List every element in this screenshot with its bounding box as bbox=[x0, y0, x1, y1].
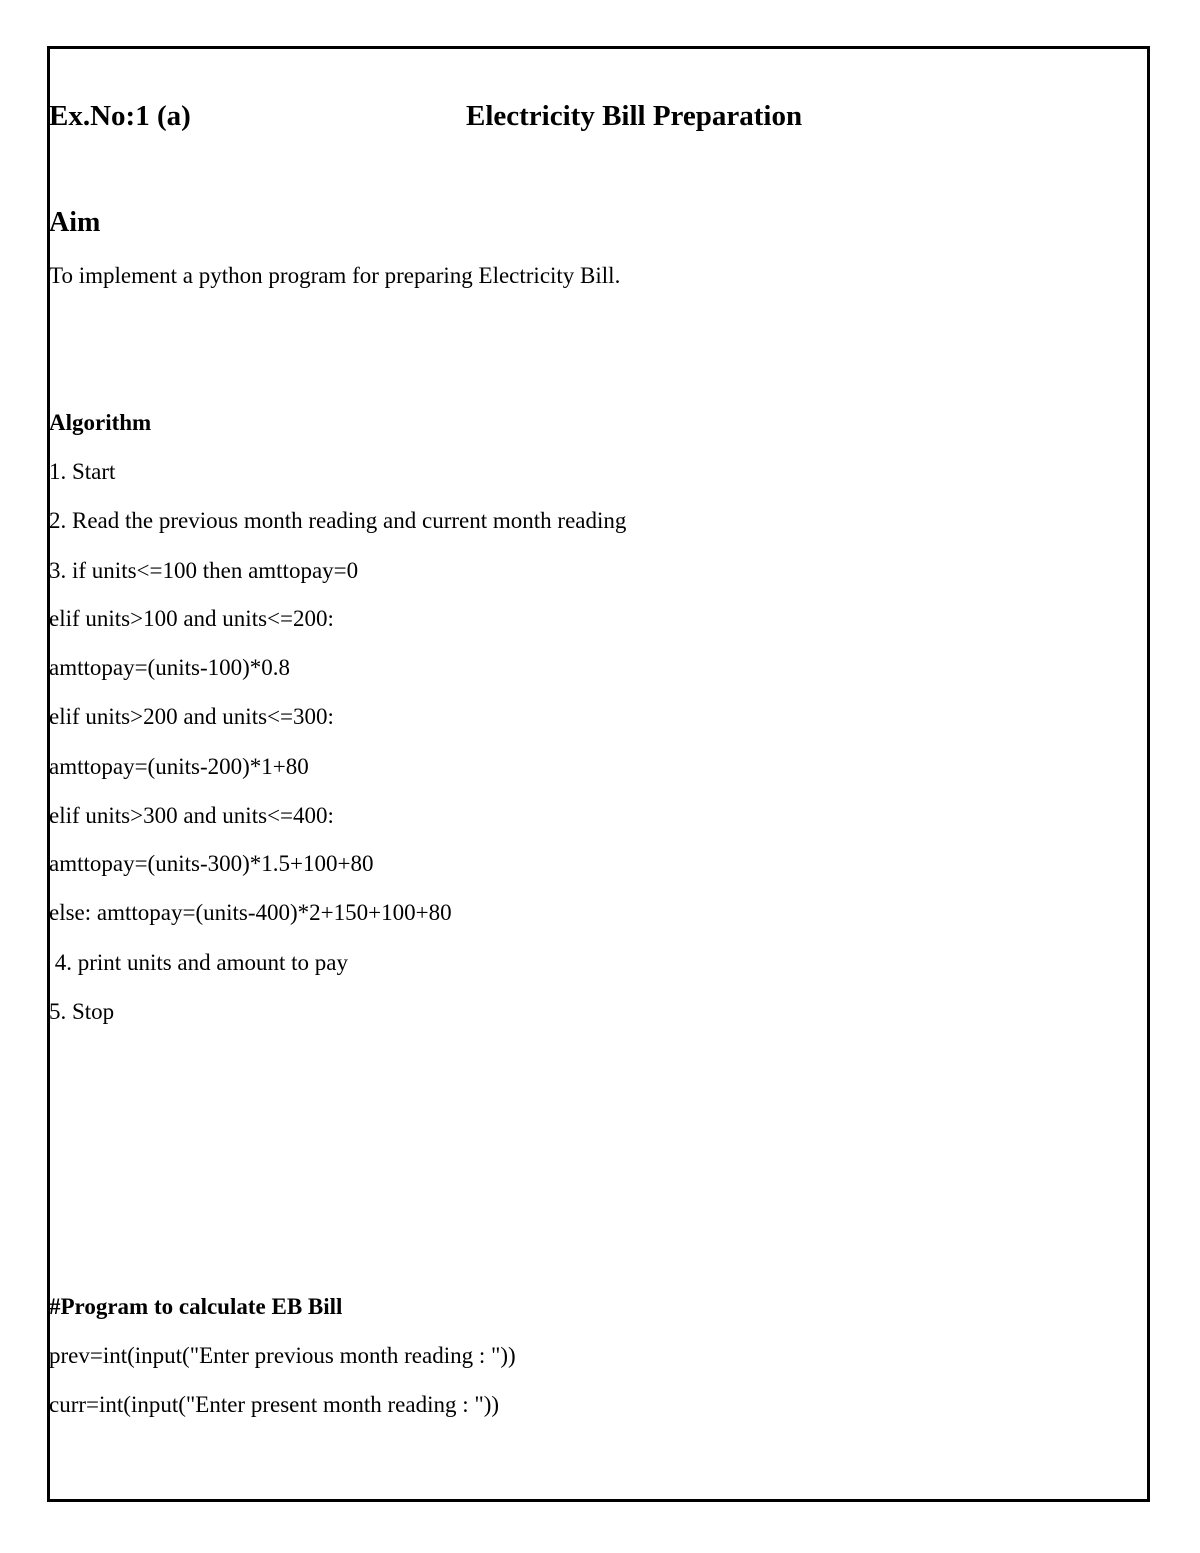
algorithm-step: amttopay=(units-100)*0.8 bbox=[49, 655, 291, 680]
algorithm-step: amttopay=(units-300)*1.5+100+80 bbox=[49, 851, 374, 876]
aim-heading: Aim bbox=[49, 207, 101, 238]
algorithm-step: 1. Start bbox=[49, 459, 116, 484]
algorithm-step: elif units>300 and units<=400: bbox=[49, 803, 334, 828]
algorithm-step: elif units>100 and units<=200: bbox=[49, 606, 334, 631]
algorithm-step: 4. print units and amount to pay bbox=[49, 950, 348, 975]
document-title: Electricity Bill Preparation bbox=[466, 100, 803, 132]
algorithm-step: else: amttopay=(units-400)*2+150+100+80 bbox=[49, 900, 452, 925]
program-line: prev=int(input("Enter previous month reading : ")) bbox=[49, 1343, 516, 1368]
algorithm-step: 5. Stop bbox=[49, 999, 115, 1024]
algorithm-step: 3. if units<=100 then amttopay=0 bbox=[49, 558, 359, 583]
algorithm-step: amttopay=(units-200)*1+80 bbox=[49, 754, 309, 779]
algorithm-heading: Algorithm bbox=[49, 410, 152, 435]
aim-text: To implement a python program for preparing Electricity Bill. bbox=[49, 263, 621, 288]
program-line: curr=int(input("Enter present month reading : ")) bbox=[49, 1392, 500, 1417]
program-heading: #Program to calculate EB Bill bbox=[49, 1294, 343, 1319]
algorithm-step: elif units>200 and units<=300: bbox=[49, 704, 334, 729]
algorithm-step: 2. Read the previous month reading and current month reading bbox=[49, 508, 627, 533]
exercise-number: Ex.No:1 (a) bbox=[49, 100, 191, 132]
